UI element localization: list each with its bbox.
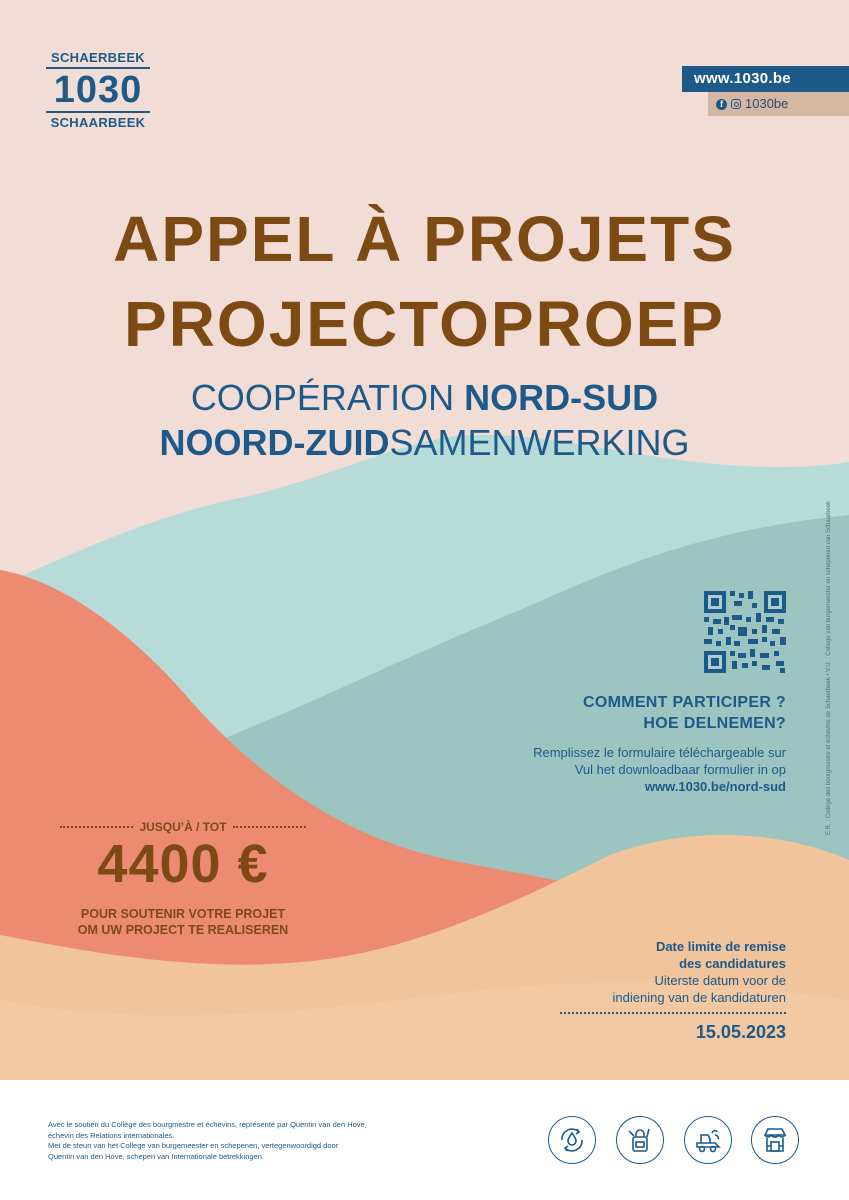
school-supplies-icon xyxy=(616,1116,664,1164)
instagram-icon[interactable] xyxy=(731,99,741,109)
facebook-icon[interactable]: f xyxy=(716,99,727,110)
deadline-label-nl-2: indiening van de kandidaturen xyxy=(612,990,786,1005)
grant-text-nl: OM UW PROJECT TE REALISEREN xyxy=(77,923,289,937)
schaerbeek-logo xyxy=(46,50,150,130)
subtitle-line-2 xyxy=(0,423,849,463)
footer-line: Quentin van den Hove, schepen van Internationale betrekkingen. xyxy=(48,1151,264,1161)
main-title-nl: PROJECTOPROEP xyxy=(124,288,725,360)
grant-label xyxy=(60,820,306,834)
participate-heading-nl: HOE DELNEMEN? xyxy=(643,715,786,732)
logo-top-text: SCHAERBEEK xyxy=(50,50,145,65)
subtitle-bold: NOORD-ZUID xyxy=(159,422,390,463)
participate-heading-fr: COMMENT PARTICIPER ? xyxy=(582,694,786,711)
market-stall-icon xyxy=(751,1116,799,1164)
dotted-rule xyxy=(560,1012,786,1014)
grant-label-text: JUSQU’À / TOT xyxy=(139,820,227,834)
water-cycle-icon xyxy=(548,1116,596,1164)
subtitle-line-1 xyxy=(0,378,849,418)
footer-text xyxy=(48,1120,448,1162)
footer-line: Avec le soutien du Collège des bourgmestre et échevins, représenté par Quentin van den Hove, xyxy=(48,1120,367,1129)
logo-divider xyxy=(46,111,150,113)
publisher-note xyxy=(826,495,836,835)
footer-line: échevin des Relations internationales. xyxy=(48,1130,175,1140)
website-link[interactable]: www.1030.be xyxy=(682,66,849,92)
deadline-label-fr-1: Date limite de remise xyxy=(655,939,786,954)
qr-code[interactable] xyxy=(704,591,786,673)
deadline-section xyxy=(560,938,786,1041)
agriculture-icon xyxy=(684,1116,732,1164)
subtitle-bold: NORD-SUD xyxy=(464,377,659,418)
social-bar xyxy=(708,92,849,116)
deadline-date: 15.05.2023 xyxy=(695,1022,786,1042)
dotted-rule xyxy=(233,826,306,828)
dotted-rule xyxy=(60,826,133,828)
logo-number: 1030 xyxy=(53,69,143,111)
deadline-label-fr-2: des candidatures xyxy=(679,956,786,971)
deadline-label-nl-1: Uiterste datum voor de xyxy=(654,973,786,988)
footer-line: Met de steun van het College van burgemeester en schepenen, vertegenwoordigd door xyxy=(48,1141,339,1150)
social-handle[interactable]: 1030be xyxy=(745,96,789,111)
grant-amount-box xyxy=(60,820,306,938)
grant-amount: 4400 € xyxy=(97,834,269,894)
publisher-note-text: E.R. : Collège des bourgmestre et échevins de Schaerbeek • V.U. : College van burgemeester en schepenen van Schaarbeek xyxy=(826,500,832,835)
participate-section xyxy=(430,692,786,795)
main-title-fr: APPEL À PROJETS xyxy=(113,203,736,275)
participate-text-nl: Vul het downloadbaar formulier in op xyxy=(574,762,786,777)
grant-text-fr: POUR SOUTENIR VOTRE PROJET xyxy=(80,907,286,921)
subtitle-regular: COOPÉRATION xyxy=(190,377,465,418)
logo-bottom-text: SCHAARBEEK xyxy=(50,115,146,130)
participate-url[interactable]: www.1030.be/nord-sud xyxy=(644,779,786,794)
subtitle-regular: SAMENWERKING xyxy=(389,422,690,463)
participate-text-fr: Remplissez le formulaire téléchargeable sur xyxy=(533,745,786,760)
